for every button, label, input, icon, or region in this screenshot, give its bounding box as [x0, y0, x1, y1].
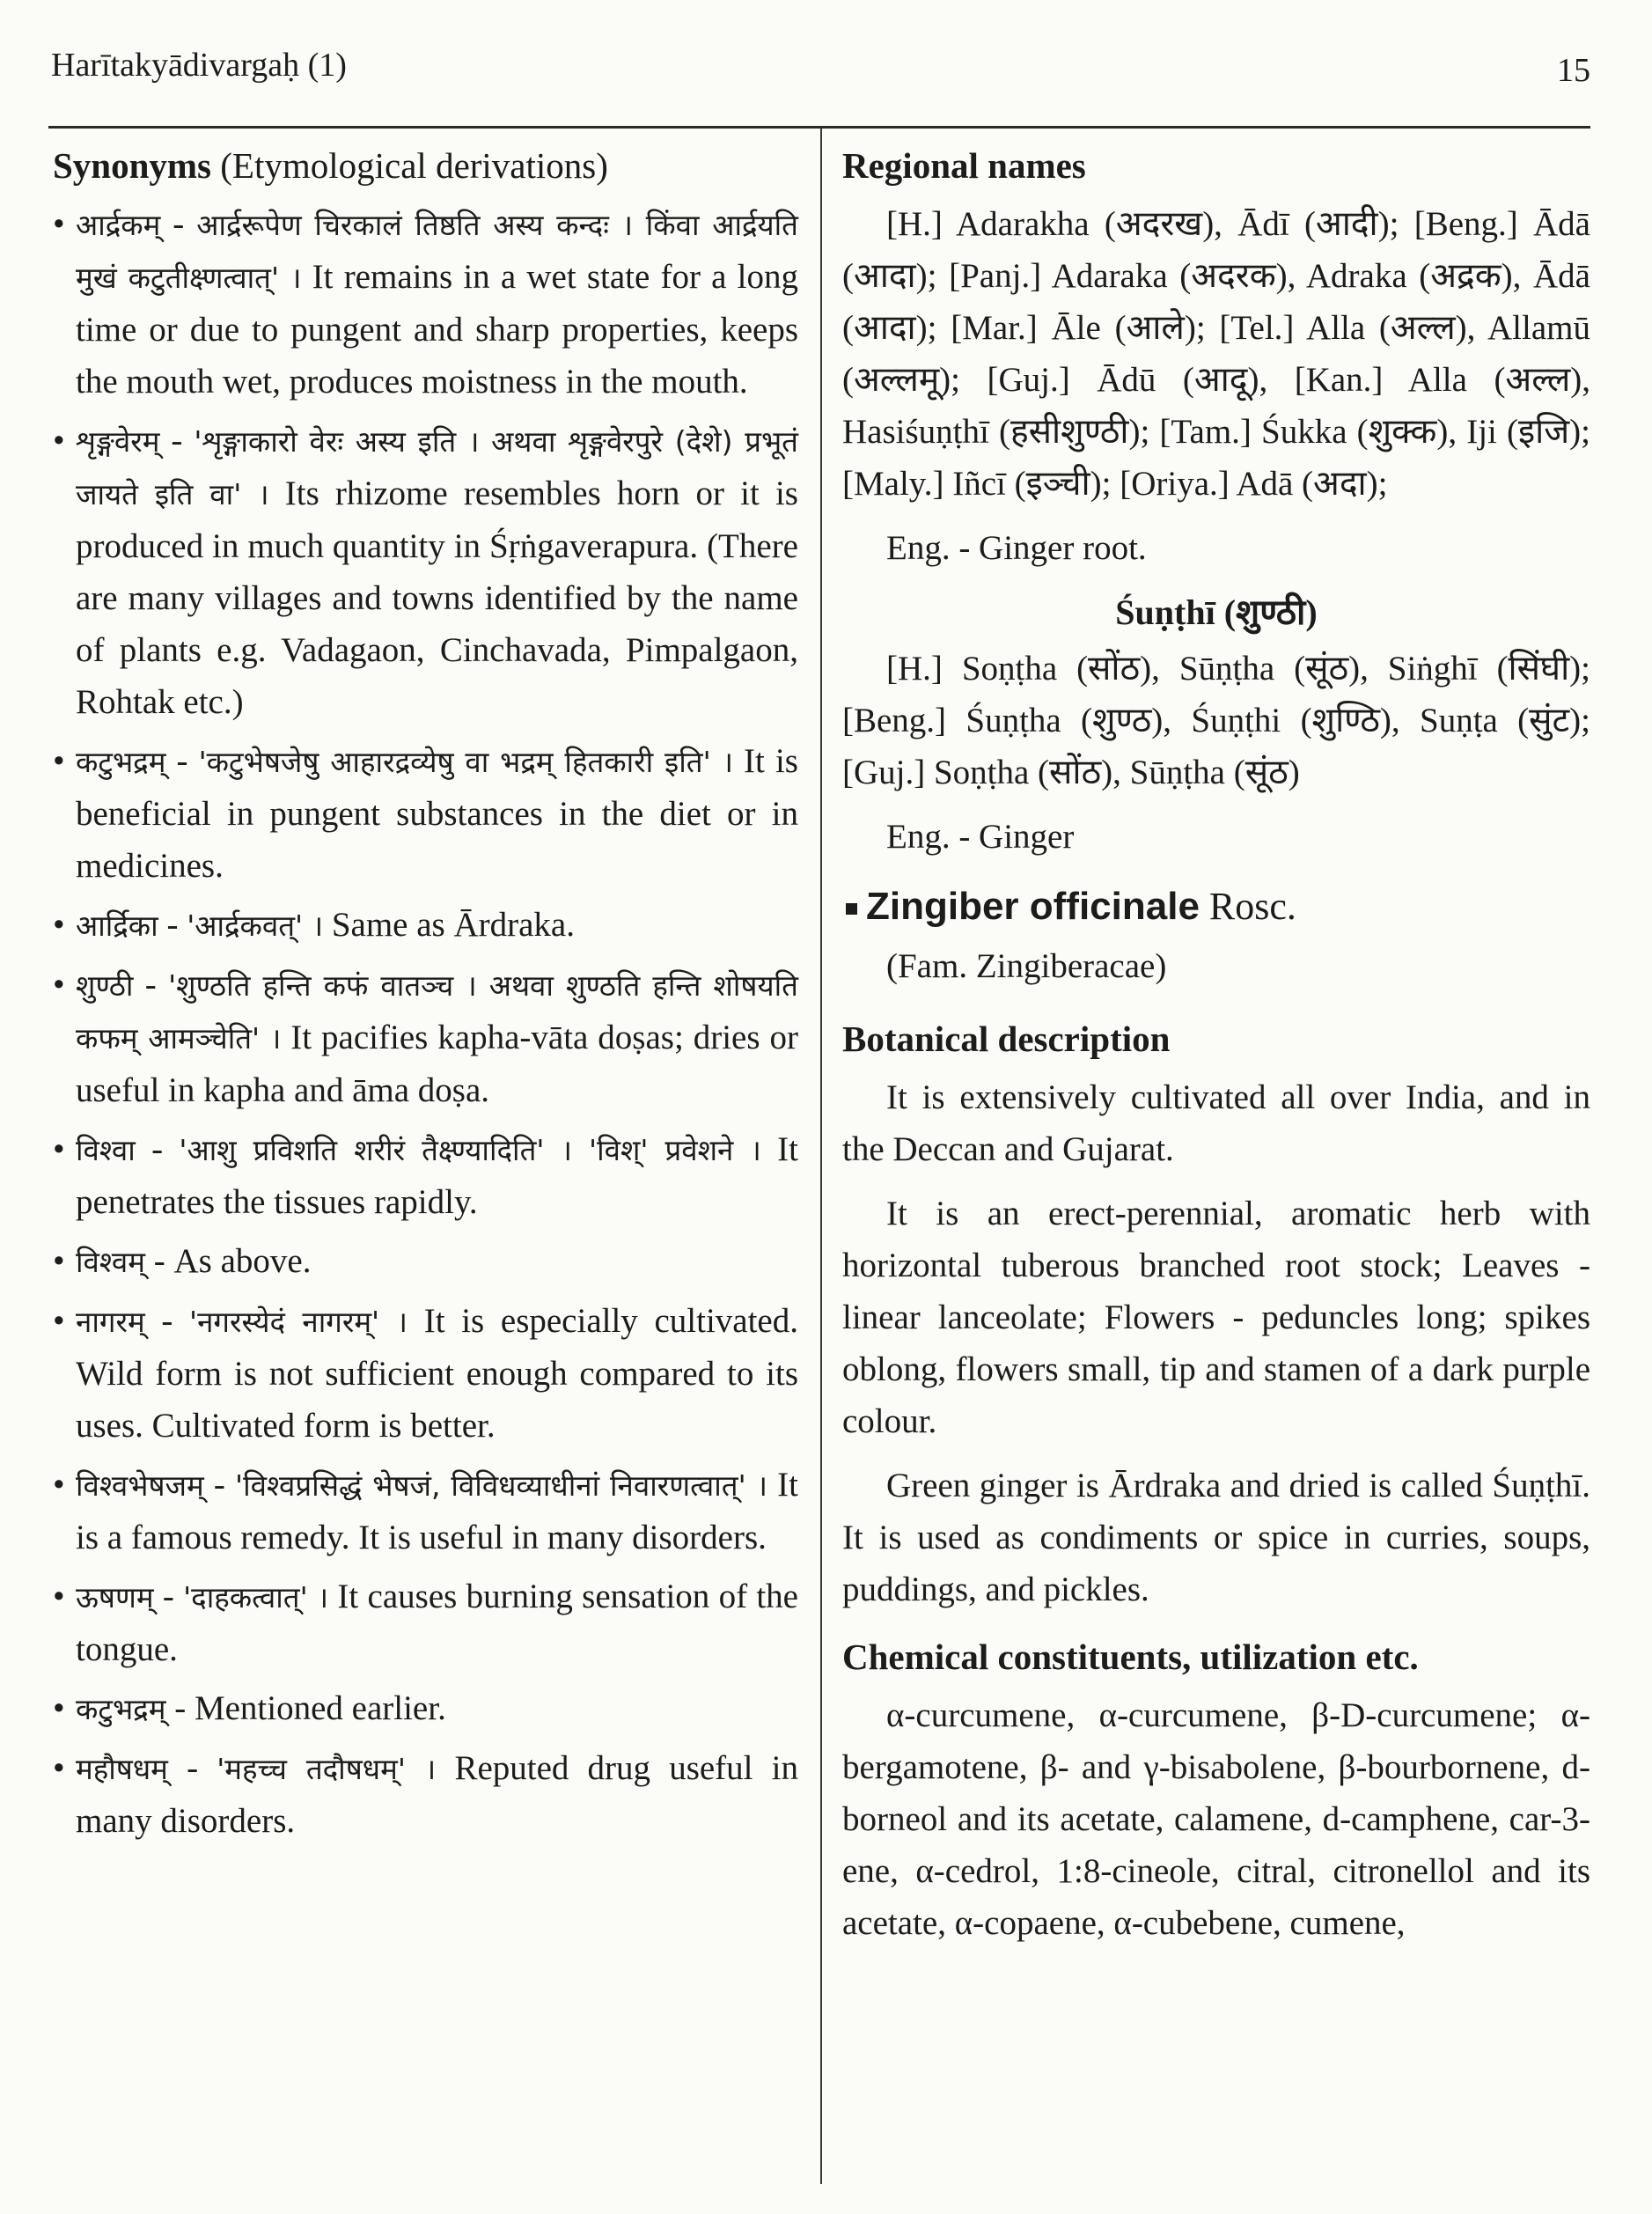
right-column — [842, 136, 1590, 1961]
bullet-icon: • — [53, 1578, 65, 1615]
synonym-entry — [53, 1570, 798, 1675]
synonym-term: कटुभद्रम् — [76, 1692, 166, 1726]
synonym-term: नागरम् — [76, 1305, 145, 1339]
chemical-heading: Chemical constituents, utilization etc. — [842, 1637, 1419, 1677]
botanical-para: It is an erect-perennial, aromatic herb with horizontal tuberous branched root stock; Leaves - linear lanceolate; Flowers - peduncles long; spikes oblong, flowers small, tip and stamen of a dark purple colour. — [842, 1195, 1590, 1440]
synonym-separator: - — [144, 1302, 190, 1340]
synonym-quote: आर्द्ररूपेण चिरकालं तिष्ठति अस्य कन्दः । किंवा आर्द्रयति मुखं कटुतीक्ष्णत्वात्' । — [76, 208, 798, 295]
synonym-entry — [53, 1235, 798, 1288]
synonym-list — [53, 198, 798, 1847]
synonym-separator: - — [167, 1749, 217, 1787]
synonym-term: विश्वभेषजम् — [76, 1468, 204, 1503]
synonym-meaning: Its rhizome resembles horn or it is produced in much quantity in Śṛṅgaverapura. (There are many villages and towns identified by the name of plants e.g. Vadagaon, Cinchavada, Pimpalgaon, Rohtak etc.) — [76, 474, 798, 721]
synonyms-heading: Synonyms (Etymological derivations) — [53, 145, 608, 186]
synonym-separator: - — [160, 205, 197, 243]
synonym-entry — [53, 1295, 798, 1452]
synonym-entry — [53, 415, 798, 728]
synonym-separator: - — [158, 906, 187, 944]
synonym-term: आर्द्रकम् — [76, 208, 161, 242]
synonym-separator: - — [165, 742, 199, 780]
synonym-separator: - — [153, 1578, 184, 1615]
botanical-para: Green ginger is Ārdraka and dried is called Śuṇṭhī. It is used as condiments or spice in curries, soups, puddings, and pickles. — [842, 1467, 1590, 1608]
synonym-meaning: Reputed drug useful in many disorders. — [76, 1749, 798, 1840]
synonym-quote: 'कटुभेषजेषु आहारद्रव्येषु वा भद्रम् हितकारी इति' । — [198, 745, 733, 779]
synonym-meaning: It is beneficial in pungent substances in the diet or in medicines. — [76, 742, 798, 885]
synonym-quote: 'दाहकत्वात्' । — [183, 1580, 329, 1615]
left-column — [53, 136, 798, 1854]
chemical-text: α-curcumene, α-curcumene, β-D-curcumene; α-bergamotene, β- and γ-bisabolene, β-bourbornene, d-borneol and its acetate, calamene, d-camphene, car-3-ene, α-cedrol, 1:8-cineole, citral, citronellol and its acetate, α-copaene, α-cubebene, cumene, — [842, 1696, 1590, 1942]
bullet-icon: • — [53, 1466, 65, 1504]
synonym-quote: 'आशु प्रविशति शरीरं तैक्ष्ण्यादिति' । 'विश्' प्रवेशने । — [179, 1133, 761, 1167]
synonym-meaning: As above. — [173, 1242, 312, 1280]
botanical-heading: Botanical description — [842, 1019, 1171, 1059]
synonym-separator: - — [135, 1130, 180, 1168]
sunthi-eng-name: Eng. - Ginger — [886, 818, 1075, 856]
synonym-entry — [53, 959, 798, 1116]
regional-names-heading: Regional names — [842, 145, 1086, 186]
synonym-term: विश्वम् — [76, 1245, 146, 1279]
synonym-meaning: Same as Ārdraka. — [323, 906, 575, 944]
synonym-entry — [53, 899, 798, 952]
synonym-separator: - — [133, 966, 169, 1004]
synonym-entry — [53, 1742, 798, 1847]
column-divider — [820, 129, 822, 2184]
synonym-quote: 'आर्द्रकवत्' । — [187, 908, 324, 943]
square-bullet-icon — [846, 903, 857, 915]
synonym-meaning: It pacifies kapha-vāta doṣas; dries or useful in kapha and āma doṣa. — [76, 1019, 798, 1109]
synonym-meaning: It penetrates the tissues rapidly. — [76, 1130, 798, 1221]
synonym-separator: - — [159, 422, 195, 460]
synonym-quote: 'शुण्ठति हन्ति कफं वातञ्च । अथवा शुण्ठति हन्ति शोषयति कफम् आमञ्चेति' । — [76, 968, 798, 1056]
bullet-icon: • — [53, 1689, 65, 1727]
synonym-meaning: It is a famous remedy. It is useful in many disorders. — [76, 1466, 798, 1556]
synonym-term: शुण्ठी — [76, 968, 134, 1003]
synonym-term: विश्वा — [76, 1133, 136, 1167]
synonym-quote: 'महच्च तदौषधम्' । — [217, 1752, 437, 1786]
page-number: 15 — [1557, 52, 1590, 89]
synonym-meaning: It remains in a wet state for a long time or due to pungent and sharp properties, keeps the mouth wet, produces moistness in the mouth. — [76, 258, 798, 401]
bullet-icon: • — [53, 1302, 65, 1340]
bullet-icon: • — [53, 906, 65, 944]
synonym-entry — [53, 735, 798, 892]
synonym-meaning: It causes burning sensation of the tongue. — [76, 1578, 798, 1668]
header-rule — [48, 126, 1590, 129]
synonym-term: कटुभद्रम् — [76, 745, 166, 779]
synonym-entry — [53, 1459, 798, 1563]
running-header: Harītakyādivargaḥ (1) — [51, 47, 347, 84]
synonym-meaning: It is especially cultivated. Wild form is not sufficient enough compared to its uses. Cultivated form is better. — [76, 1302, 798, 1445]
family-name: (Fam. Zingiberacae) — [886, 947, 1167, 985]
bullet-icon: • — [53, 422, 65, 460]
botanical-para: It is extensively cultivated all over India, and in the Deccan and Gujarat. — [842, 1078, 1590, 1168]
sunthi-heading: Śuṇṭhī (शुण्ठी) — [1115, 592, 1318, 632]
species-name: Zingiber officinale Rosc. — [842, 875, 1590, 938]
synonym-quote: 'नगरस्येदं नागरम्' । — [189, 1305, 408, 1339]
synonym-term: महौषधम् — [76, 1752, 168, 1786]
synonym-separator: - — [165, 1689, 195, 1727]
synonym-term: ऊषणम् — [76, 1580, 154, 1615]
synonym-quote: 'विश्वप्रसिद्धं भेषजं, विविधव्याधीनां निवारणत्वात्' । — [235, 1468, 768, 1503]
bullet-icon: • — [53, 1242, 65, 1280]
bullet-icon: • — [53, 205, 65, 243]
synonym-meaning: Mentioned earlier. — [194, 1689, 446, 1727]
synonym-entry — [53, 1682, 798, 1735]
synonym-separator: - — [203, 1466, 236, 1504]
regional-eng-name: Eng. - Ginger root. — [886, 529, 1147, 567]
synonym-term: शृङ्गवेरम् — [76, 424, 160, 459]
bullet-icon: • — [53, 1749, 65, 1787]
synonym-term: आर्द्रिका — [76, 908, 158, 943]
synonym-entry — [53, 198, 798, 408]
synonym-entry — [53, 1123, 798, 1228]
bullet-icon: • — [53, 742, 65, 780]
regional-names-text: [H.] Adarakha (अदरख), Ādī (आदी); [Beng.] Ādā (आदा); [Panj.] Adaraka (अदरक), Adraka (अद्रक), Ādā (आदा); [Mar.] Āle (आले); [Tel.] Alla (अल्ल), Allamū (अल्लमू); [Guj.] Ādū (आदू), [Kan.] Alla (अल्ल), Hasiśuṇṭhī (हसीशुण्ठी); [Tam.] Śukka (शुक्क), Iji (इजि); [Maly.] Iñcī (इञ्ची); [Oriya.] Adā (अदा); — [842, 205, 1590, 503]
bullet-icon: • — [53, 966, 65, 1004]
synonym-quote: 'शृङ्गाकारो वेरः अस्य इति । अथवा शृङ्गवेरपुरे (देशे) प्रभूतं जायते इति वा' । — [76, 424, 798, 511]
bullet-icon: • — [53, 1130, 65, 1168]
sunthi-names-text: [H.] Soṇṭha (सोंठ), Sūṇṭha (सूंठ), Siṅghī (सिंघी); [Beng.] Śuṇṭha (शुण्ठ), Śuṇṭhi (शुण्ठि), Suṇṭa (सुंट); [Guj.] Soṇṭha (सोंठ), Sūṇṭha (सूंठ) — [842, 650, 1590, 791]
synonym-separator: - — [145, 1242, 174, 1280]
